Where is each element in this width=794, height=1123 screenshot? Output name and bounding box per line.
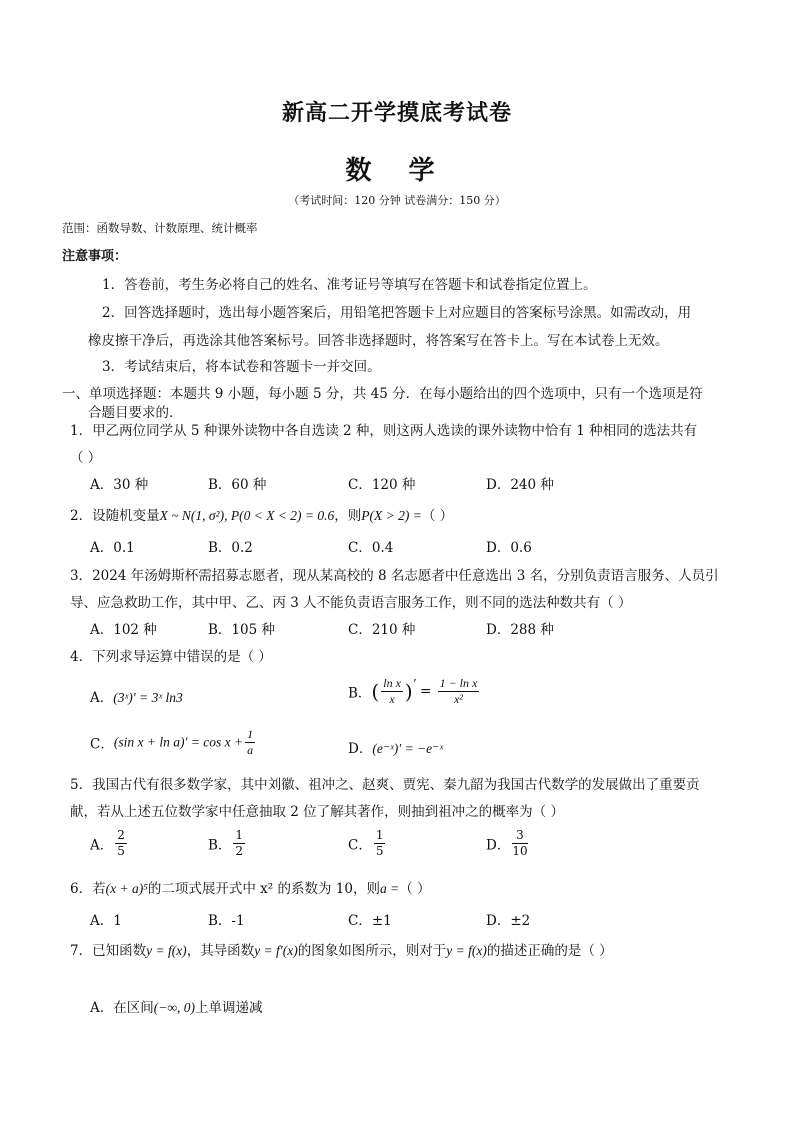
q3-option-d: D．288 种 (486, 622, 554, 638)
q3-option-c: C．210 种 (348, 622, 416, 638)
question-3-stem: 3．2024 年汤姆斯杯需招募志愿者，现从某高校的 8 名志愿者中任意选出 3 名，分别负责语言服务、人员引 (70, 568, 719, 584)
q4-a-label: A． (90, 690, 114, 706)
q5-d-den: 10 (512, 844, 528, 858)
exam-scope: 范围：函数导数、计数原理、统计概率 (62, 221, 258, 235)
q2-suffix: （ ） (421, 508, 454, 524)
q2-mid: ，则 (334, 508, 362, 524)
section-heading: 一、单项选择题：本题共 9 小题，每小题 5 分，共 45 分．在每小题给出的四个选项中，只有一个选项是符 (62, 386, 703, 402)
q5-a-den: 5 (117, 844, 125, 858)
q5-option-c: C． $\frac{1}{5}$ (348, 828, 384, 858)
q2-option-b: B．0.2 (208, 540, 253, 556)
note-item-1: 1．答卷前，考生务必将自己的姓名、准考证号等填写在答题卡和试卷指定位置上。 (102, 277, 597, 293)
question-1-stem: 1．甲乙两位同学从 5 种课外读物中各自选读 2 种，则这两人选读的课外读物中恰有 1 种相同的选法共有 (70, 423, 698, 439)
q4-b-rhs-den: x² (453, 692, 463, 706)
q1-option-c: C．120 种 (348, 477, 416, 493)
q4-b-den: x (389, 692, 395, 706)
exam-info: （考试时间：120 分钟 试卷满分：150 分） (288, 194, 506, 207)
q6-expr: (x + a)⁵ (105, 881, 148, 896)
section-heading-cont: 合题目要求的． (88, 405, 183, 421)
q4-c-den: a (247, 743, 254, 757)
q6-option-c: C．±1 (348, 913, 392, 929)
question-1-blank: （ ） (70, 450, 102, 466)
exam-title: 新高二开学摸底考试卷 (281, 100, 512, 126)
q3-option-b: B．105 种 (208, 622, 275, 638)
note-item-2-cont: 橡皮擦干净后，再选涂其他答案标号。回答非选择题时，将答案写在答卡上。写在本试卷上无效。 (88, 333, 669, 349)
q4-d-expr: (e⁻ˣ)′ = −e⁻ˣ (372, 741, 444, 756)
notes-heading: 注意事项： (62, 249, 128, 264)
q4-b-num: ln x (383, 676, 401, 690)
q1-option-b: B．60 种 (208, 477, 267, 493)
q6-option-b: B．-1 (208, 913, 245, 929)
q6-option-a: A．1 (90, 913, 122, 929)
q4-a-expr: (3ˣ)′ = 3ˣ ln3 (113, 690, 183, 705)
q5-a-num: 2 (117, 828, 125, 842)
q5-c-den: 5 (375, 844, 384, 858)
subject-title: 数 学 (345, 156, 449, 186)
q5-option-a: A． $\frac{2}{5}$ (90, 828, 125, 858)
q7-option-a: A．在区间(−∞, 0)上单调递减 (90, 1000, 263, 1016)
q4-d-label: D． (348, 741, 373, 757)
q4-c-lhs: (sin x + ln a)′ = cos x + (113, 734, 244, 750)
question-3-stem-cont: 导、应急救助工作，其中甲、乙、丙 3 人不能负责语言服务工作，则不同的选法种数共有（ ） (70, 595, 632, 611)
question-5-stem: 5．我国古代有很多数学家，其中刘徽、祖冲之、赵爽、贾宪、秦九韶为我国古代数学的发展做出了重要贡 (70, 777, 700, 793)
q1-option-d: D．240 种 (486, 477, 554, 493)
q1-option-a: A．30 种 (90, 477, 149, 493)
q2-prefix: 2．设随机变量 (70, 508, 160, 524)
question-6-stem: 6．若(x + a)⁵的二项式展开式中 x² 的系数为 10，则a =（ ） (70, 881, 431, 897)
q4-b-label: B． (348, 685, 372, 702)
q2-ask: P(X > 2) = (361, 508, 422, 523)
q5-option-b: B． $\frac{1}{2}$ (208, 828, 244, 858)
q4-option-a (90, 686, 183, 706)
q3-option-a: A．102 种 (90, 622, 157, 638)
q4-option-b: B．( $\frac{\text{ln x}}{x}$ )′ = $\frac{\text{1 − ln x}}{\text{x²}}$ (348, 676, 478, 706)
question-7-stem: 7．已知函数y = f(x)，其导函数y = f′(x)的图象如图所示，则对于y = f(x)的描述正确的是（ ） (70, 943, 613, 959)
q5-d-num: 3 (512, 828, 527, 844)
note-item-2: 2．回答选择题时，选出每小题答案后，用铅笔把答题卡上对应题目的答案标号涂黑。如需改动，用 (102, 305, 692, 321)
q5-b-den: 2 (235, 844, 244, 858)
q4-b-rhs-num: 1 − ln x (439, 676, 478, 690)
q5-option-d: D． $\frac{3}{10}$ (486, 828, 528, 858)
question-4-stem: 4．下列求导运算中错误的是（ ） (70, 649, 272, 665)
q4-c-num: 1 (247, 727, 254, 741)
question-5-stem-cont: 献，若从上述五位数学家中任意抽取 2 位了解其著作，则抽到祖冲之的概率为（ ） (70, 804, 564, 820)
q4-option-c (90, 727, 257, 758)
q2-option-a: A．0.1 (90, 540, 135, 556)
q5-b-num: 1 (235, 828, 244, 842)
q4-option-d (348, 737, 443, 757)
q2-condition: X ~ N(1, σ²), P(0 < X < 2) = 0.6 (159, 508, 335, 523)
q5-c-num: 1 (375, 828, 384, 842)
question-2-stem (70, 504, 453, 524)
q6-ask: a = (379, 881, 400, 896)
q4-c-label: C． (90, 736, 114, 753)
q6-option-d: D．±2 (486, 913, 531, 929)
q2-option-d: D．0.6 (486, 540, 532, 556)
note-item-3: 3．考试结束后，将本试卷和答题卡一并交回。 (102, 359, 381, 375)
q2-option-c: C．0.4 (348, 540, 394, 556)
